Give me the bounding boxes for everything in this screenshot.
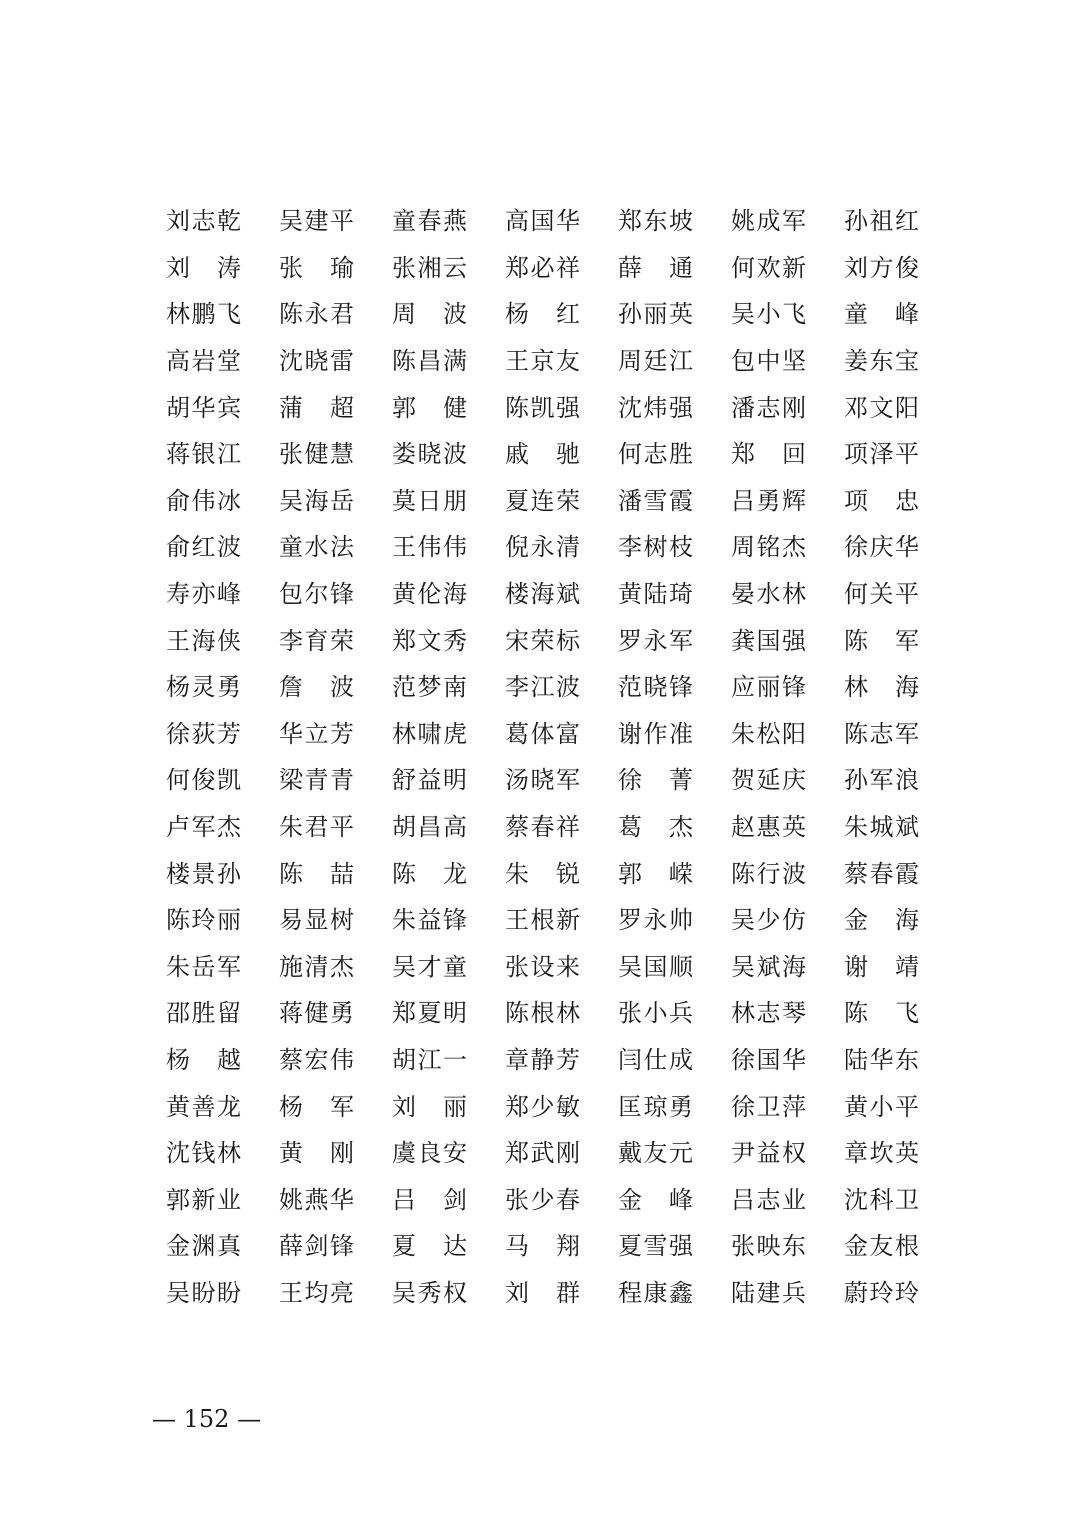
name-cell: 徐 荻 芳 [166,719,241,748]
name-cell: 童 峰 [844,300,919,329]
name-cell: 范 晓 锋 [618,673,693,702]
name-cell: 张 设 来 [505,952,580,981]
name-cell: 金 峰 [618,1185,693,1214]
name-cell: 周 铭 杰 [731,533,806,562]
name-cell: 潘 雪 霞 [618,486,693,515]
name-cell: 娄 晓 波 [392,440,467,469]
name-cell: 胡 江 一 [392,1045,467,1074]
name-cell: 杨 越 [166,1045,241,1074]
name-cell: 黄 小 平 [844,1092,919,1121]
name-cell: 包 尔 锋 [279,580,354,609]
name-cell: 王 伟 伟 [392,533,467,562]
name-cell: 楼 海 斌 [505,580,580,609]
name-cell: 闫 仕 成 [618,1045,693,1074]
name-cell: 郭 嵘 [618,859,693,888]
name-cell: 陈 凯 强 [505,393,580,422]
name-cell: 陈 根 林 [505,999,580,1028]
name-cell: 戴 友 元 [618,1139,693,1168]
name-cell: 陈 玲 丽 [166,906,241,935]
name-cell: 何 关 平 [844,580,919,609]
name-cell: 高 国 华 [505,207,580,236]
name-row [166,711,957,758]
name-cell: 童 水 法 [279,533,354,562]
name-cell: 罗 永 帅 [618,906,693,935]
name-row [166,198,957,245]
name-row [166,1270,957,1317]
name-row [166,571,957,618]
name-cell: 吴 才 童 [392,952,467,981]
name-cell: 朱 松 阳 [731,719,806,748]
name-row [166,804,957,851]
name-cell: 易 显 树 [279,906,354,935]
name-cell: 章 坎 英 [844,1139,919,1168]
name-cell: 黄 善 龙 [166,1092,241,1121]
name-cell: 潘 志 刚 [731,393,806,422]
name-cell: 蒋 健 勇 [279,999,354,1028]
name-cell: 胡 昌 高 [392,813,467,842]
name-cell: 王 京 友 [505,347,580,376]
name-cell: 郑 少 敏 [505,1092,580,1121]
name-cell: 吴 盼 盼 [166,1278,241,1307]
name-cell: 蔡 宏 伟 [279,1045,354,1074]
name-cell: 李 江 波 [505,673,580,702]
name-cell: 蒲 超 [279,393,354,422]
name-row [166,850,957,897]
name-cell: 王 根 新 [505,906,580,935]
name-cell: 戚 驰 [505,440,580,469]
name-cell: 吴 国 顺 [618,952,693,981]
name-cell: 林 啸 虎 [392,719,467,748]
name-cell: 程 康 鑫 [618,1278,693,1307]
name-cell: 詹 波 [279,673,354,702]
name-row [166,291,957,338]
name-row [166,990,957,1037]
name-cell: 蔚 玲 玲 [844,1278,919,1307]
name-cell: 王 均 亮 [279,1278,354,1307]
name-row [166,1083,957,1130]
name-cell: 张 瑜 [279,253,354,282]
name-cell: 吴 小 飞 [731,300,806,329]
name-cell: 夏 连 荣 [505,486,580,515]
name-cell: 匡 琼 勇 [618,1092,693,1121]
name-cell: 梁 青 青 [279,766,354,795]
name-cell: 范 梦 南 [392,673,467,702]
name-cell: 何 俊 凯 [166,766,241,795]
name-cell: 蔡 春 祥 [505,813,580,842]
name-cell: 孙 丽 英 [618,300,693,329]
name-cell: 郑 文 秀 [392,626,467,655]
name-cell: 吕 勇 辉 [731,486,806,515]
name-cell: 倪 永 清 [505,533,580,562]
name-cell: 朱 城 斌 [844,813,919,842]
name-cell: 莫 日 朋 [392,486,467,515]
name-cell: 应 丽 锋 [731,673,806,702]
name-cell: 刘 志 乾 [166,207,241,236]
name-row [166,1037,957,1084]
name-cell: 邵 胜 留 [166,999,241,1028]
name-cell: 陈 龙 [392,859,467,888]
name-cell: 周 廷 江 [618,347,693,376]
name-cell: 徐 庆 华 [844,533,919,562]
name-row [166,338,957,385]
name-row [166,944,957,991]
name-cell: 郑 回 [731,440,806,469]
name-cell: 陈 飞 [844,999,919,1028]
name-cell: 黄 刚 [279,1139,354,1168]
name-cell: 姚 燕 华 [279,1185,354,1214]
name-cell: 吴 海 岳 [279,486,354,515]
name-row [166,897,957,944]
name-cell: 陈 行 波 [731,859,806,888]
name-cell: 张 映 东 [731,1232,806,1261]
name-cell: 朱 岳 军 [166,952,241,981]
name-cell: 周 波 [392,300,467,329]
name-cell: 吴 少 仿 [731,906,806,935]
name-cell: 龚 国 强 [731,626,806,655]
name-cell: 郭 健 [392,393,467,422]
name-cell: 楼 景 孙 [166,859,241,888]
name-cell: 薛 剑 锋 [279,1232,354,1261]
name-cell: 陆 建 兵 [731,1278,806,1307]
name-cell: 刘 涛 [166,253,241,282]
name-cell: 华 立 芳 [279,719,354,748]
name-cell: 胡 华 宾 [166,393,241,422]
name-row [166,245,957,292]
name-cell: 贺 延 庆 [731,766,806,795]
name-cell: 寿 亦 峰 [166,580,241,609]
name-cell: 孙 祖 红 [844,207,919,236]
name-cell: 沈 炜 强 [618,393,693,422]
name-cell: 朱 益 锋 [392,906,467,935]
name-cell: 徐 菁 [618,766,693,795]
name-cell: 尹 益 权 [731,1139,806,1168]
name-cell: 俞 伟 冰 [166,486,241,515]
name-cell: 金 渊 真 [166,1232,241,1261]
name-cell: 吕 志 业 [731,1185,806,1214]
name-cell: 包 中 坚 [731,347,806,376]
name-cell: 何 志 胜 [618,440,693,469]
name-cell: 晏 水 林 [731,580,806,609]
name-cell: 吴 斌 海 [731,952,806,981]
name-row [166,617,957,664]
name-cell: 何 欢 新 [731,253,806,282]
name-cell: 郑 东 坡 [618,207,693,236]
name-cell: 陈 志 军 [844,719,919,748]
name-cell: 刘 丽 [392,1092,467,1121]
name-cell: 李 育 荣 [279,626,354,655]
name-row [166,664,957,711]
name-cell: 郑 夏 明 [392,999,467,1028]
name-cell: 林 鹏 飞 [166,300,241,329]
name-row [166,1223,957,1270]
name-cell: 杨 红 [505,300,580,329]
name-cell: 黄 陆 琦 [618,580,693,609]
name-cell: 张 小 兵 [618,999,693,1028]
name-cell: 林 志 琴 [731,999,806,1028]
name-cell: 陈 永 君 [279,300,354,329]
name-cell: 施 清 杰 [279,952,354,981]
name-cell: 俞 红 波 [166,533,241,562]
name-cell: 舒 益 明 [392,766,467,795]
name-cell: 谢 靖 [844,952,919,981]
name-cell: 金 海 [844,906,919,935]
name-cell: 汤 晓 军 [505,766,580,795]
name-cell: 夏 达 [392,1232,467,1261]
name-row [166,1176,957,1223]
name-cell: 吴 秀 权 [392,1278,467,1307]
name-cell: 蔡 春 霞 [844,859,919,888]
name-cell: 张 健 慧 [279,440,354,469]
name-cell: 刘 方 俊 [844,253,919,282]
name-cell: 姜 东 宝 [844,347,919,376]
name-cell: 沈 晓 雷 [279,347,354,376]
name-cell: 项 泽 平 [844,440,919,469]
name-cell: 谢 作 准 [618,719,693,748]
name-cell: 项 忠 [844,486,919,515]
page-number: — 152 — [152,1405,262,1433]
name-cell: 虞 良 安 [392,1139,467,1168]
name-cell: 高 岩 堂 [166,347,241,376]
name-cell: 陈 喆 [279,859,354,888]
name-cell: 童 春 燕 [392,207,467,236]
name-cell: 徐 卫 萍 [731,1092,806,1121]
name-cell: 吕 剑 [392,1185,467,1214]
name-cell: 姚 成 军 [731,207,806,236]
name-cell: 郑 武 刚 [505,1139,580,1168]
name-cell: 宋 荣 标 [505,626,580,655]
name-cell: 夏 雪 强 [618,1232,693,1261]
name-cell: 黄 伦 海 [392,580,467,609]
name-cell: 张 少 春 [505,1185,580,1214]
name-cell: 赵 惠 英 [731,813,806,842]
name-cell: 章 静 芳 [505,1045,580,1074]
name-cell: 郭 新 业 [166,1185,241,1214]
name-row [166,757,957,804]
name-list [166,198,957,1316]
name-cell: 王 海 侠 [166,626,241,655]
name-cell: 李 树 枝 [618,533,693,562]
name-cell: 蒋 银 江 [166,440,241,469]
name-cell: 陈 军 [844,626,919,655]
name-cell: 朱 君 平 [279,813,354,842]
name-cell: 马 翔 [505,1232,580,1261]
name-cell: 孙 军 浪 [844,766,919,795]
name-row [166,1130,957,1177]
name-cell: 杨 军 [279,1092,354,1121]
name-cell: 徐 国 华 [731,1045,806,1074]
name-cell: 薛 通 [618,253,693,282]
name-row [166,431,957,478]
name-cell: 刘 群 [505,1278,580,1307]
name-cell: 罗 永 军 [618,626,693,655]
name-row [166,384,957,431]
name-cell: 杨 灵 勇 [166,673,241,702]
name-cell: 朱 锐 [505,859,580,888]
name-cell: 张 湘 云 [392,253,467,282]
name-cell: 郑 必 祥 [505,253,580,282]
name-cell: 陈 昌 满 [392,347,467,376]
name-cell: 陆 华 东 [844,1045,919,1074]
name-cell: 沈 钱 林 [166,1139,241,1168]
name-cell: 邓 文 阳 [844,393,919,422]
name-cell: 葛 体 富 [505,719,580,748]
name-cell: 沈 科 卫 [844,1185,919,1214]
name-cell: 林 海 [844,673,919,702]
name-row [166,478,957,525]
name-cell: 卢 军 杰 [166,813,241,842]
name-cell: 葛 杰 [618,813,693,842]
name-cell: 金 友 根 [844,1232,919,1261]
name-row [166,524,957,571]
name-cell: 吴 建 平 [279,207,354,236]
